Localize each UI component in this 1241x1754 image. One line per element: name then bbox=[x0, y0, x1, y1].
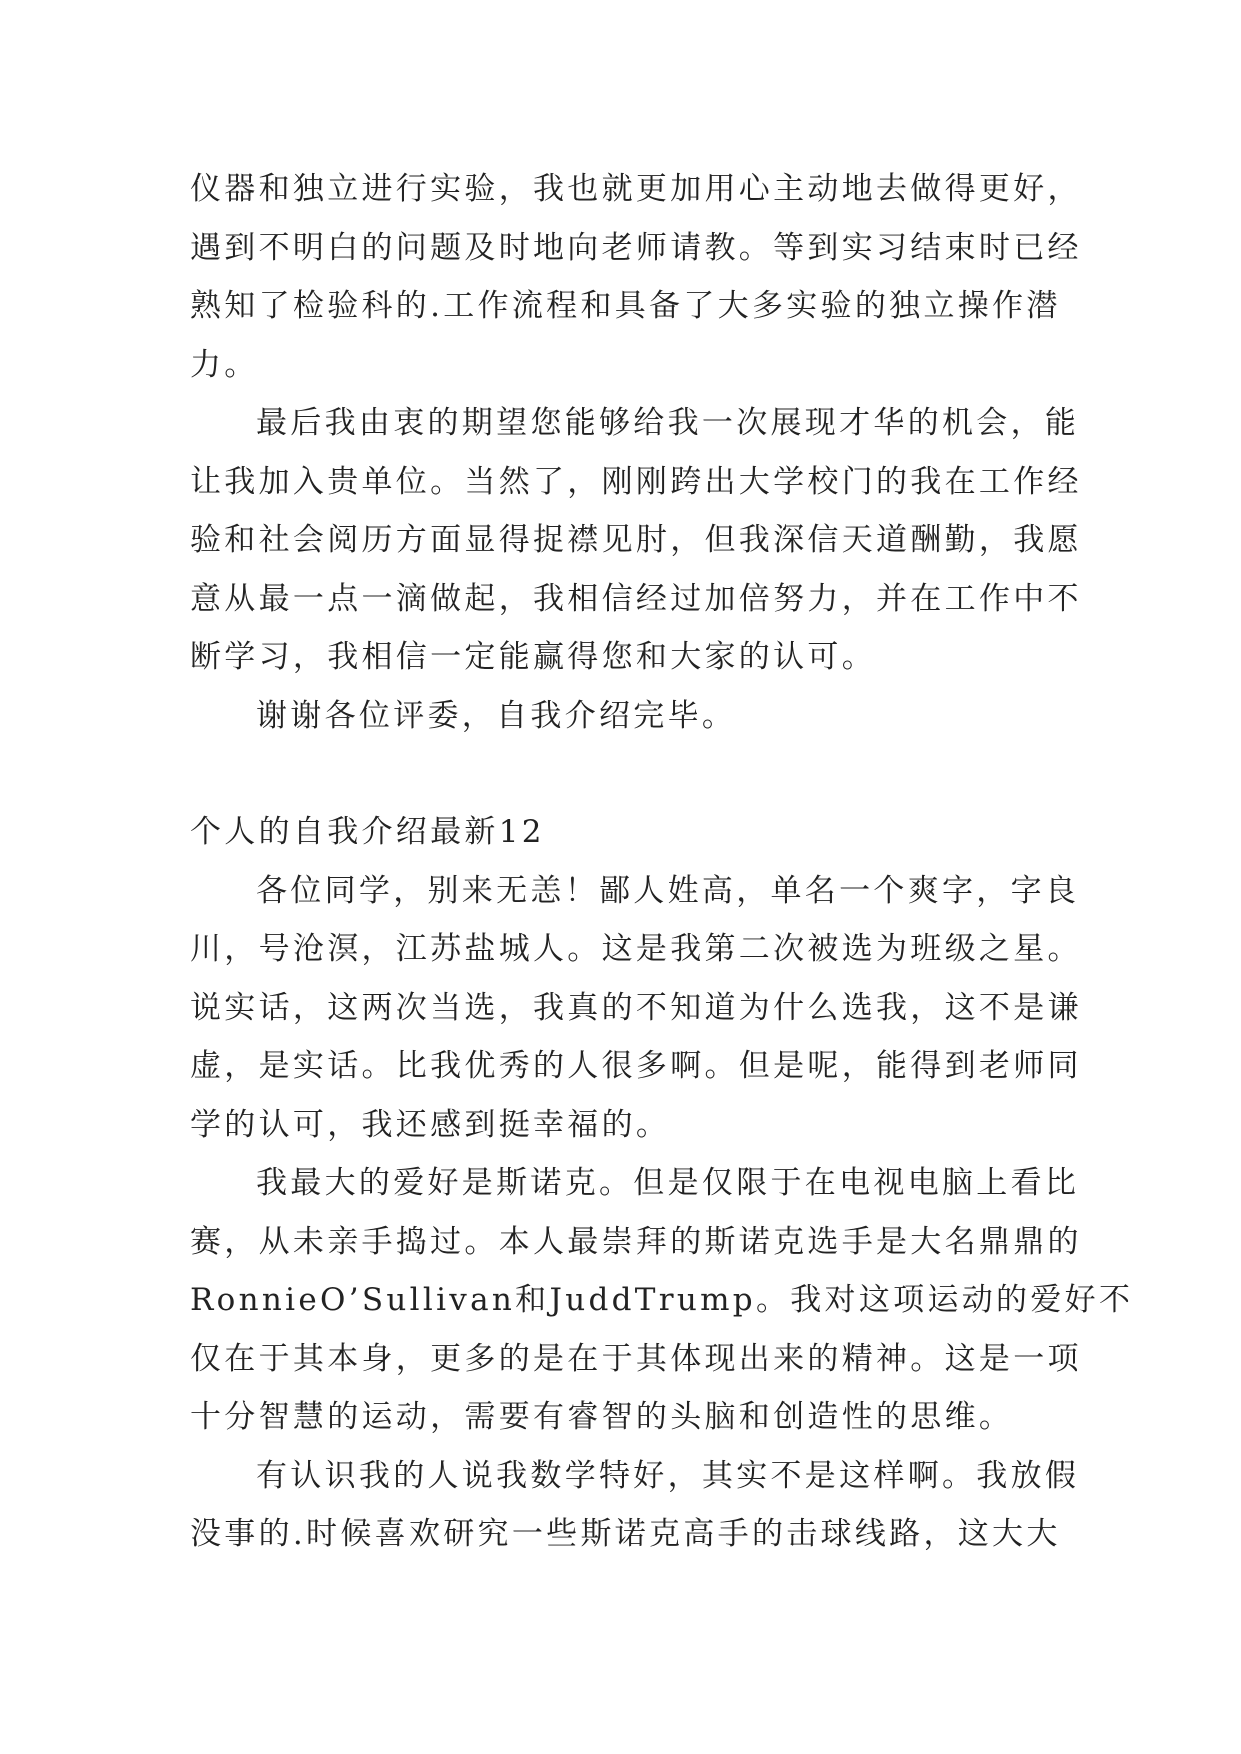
heading-text: 个人的自我介绍最新12 bbox=[190, 814, 545, 850]
text-line: 断学习，我相信一定能赢得您和大家的认可。 bbox=[190, 639, 876, 675]
document-page bbox=[190, 160, 1134, 1564]
text-line: 让我加入贵单位。当然了，刚刚跨出大学校门的我在工作经 bbox=[190, 463, 1082, 500]
text-line: 各位同学，别来无恙！鄙人姓高，单名一个爽字，字良 bbox=[256, 872, 1080, 909]
text-line: 谢谢各位评委，自我介绍完毕。 bbox=[256, 697, 737, 734]
text-line: 遇到不明白的问题及时地向老师请教。等到实习结束时已经 bbox=[190, 229, 1082, 266]
paragraph-5 bbox=[190, 1154, 1134, 1447]
paragraph-6 bbox=[190, 1447, 1080, 1564]
text-line: 仅在于其本身，更多的是在于其体现出来的精神。这是一项 bbox=[190, 1340, 1082, 1377]
section-heading bbox=[190, 803, 1070, 862]
paragraph-4 bbox=[190, 862, 1082, 1155]
text-line: 验和社会阅历方面显得捉襟见肘，但我深信天道酬勤，我愿 bbox=[190, 522, 1082, 558]
text-line: 说实话，这两次当选，我真的不知道为什么选我，这不是谦 bbox=[190, 989, 1082, 1026]
text-line: 我最大的爱好是斯诺克。但是仅限于在电视电脑上看比 bbox=[256, 1165, 1080, 1201]
text-line: 仪器和独立进行实验，我也就更加用心主动地去做得更好， bbox=[190, 171, 1082, 207]
paragraph-3 bbox=[190, 687, 1070, 746]
text-line: 力。 bbox=[190, 346, 259, 383]
text-line: 赛，从未亲手捣过。本人最崇拜的斯诺克选手是大名鼎鼎的 bbox=[190, 1223, 1082, 1260]
text-line: RonnieO’Sullivan和JuddTrump。我对这项运动的爱好不 bbox=[190, 1282, 1134, 1318]
text-line: 有认识我的人说我数学特好，其实不是这样啊。我放假 bbox=[256, 1457, 1080, 1494]
text-line: 虚，是实话。比我优秀的人很多啊。但是呢，能得到老师同 bbox=[190, 1048, 1082, 1084]
text-line: 没事的.时候喜欢研究一些斯诺克高手的击球线路，这大大 bbox=[190, 1516, 1061, 1552]
text-line: 十分智慧的运动，需要有睿智的头脑和创造性的思维。 bbox=[190, 1399, 1014, 1435]
text-line: 学的认可，我还感到挺幸福的。 bbox=[190, 1106, 671, 1143]
text-line: 意从最一点一滴做起，我相信经过加倍努力，并在工作中不 bbox=[190, 580, 1082, 617]
paragraph-2 bbox=[190, 394, 1082, 687]
text-line: 川，号沧溟，江苏盐城人。这是我第二次被选为班级之星。 bbox=[190, 931, 1082, 967]
text-line: 熟知了检验科的.工作流程和具备了大多实验的独立操作潜 bbox=[190, 288, 1061, 324]
paragraph-1 bbox=[190, 160, 1082, 394]
text-line: 最后我由衷的期望您能够给我一次展现才华的机会，能 bbox=[256, 405, 1080, 441]
